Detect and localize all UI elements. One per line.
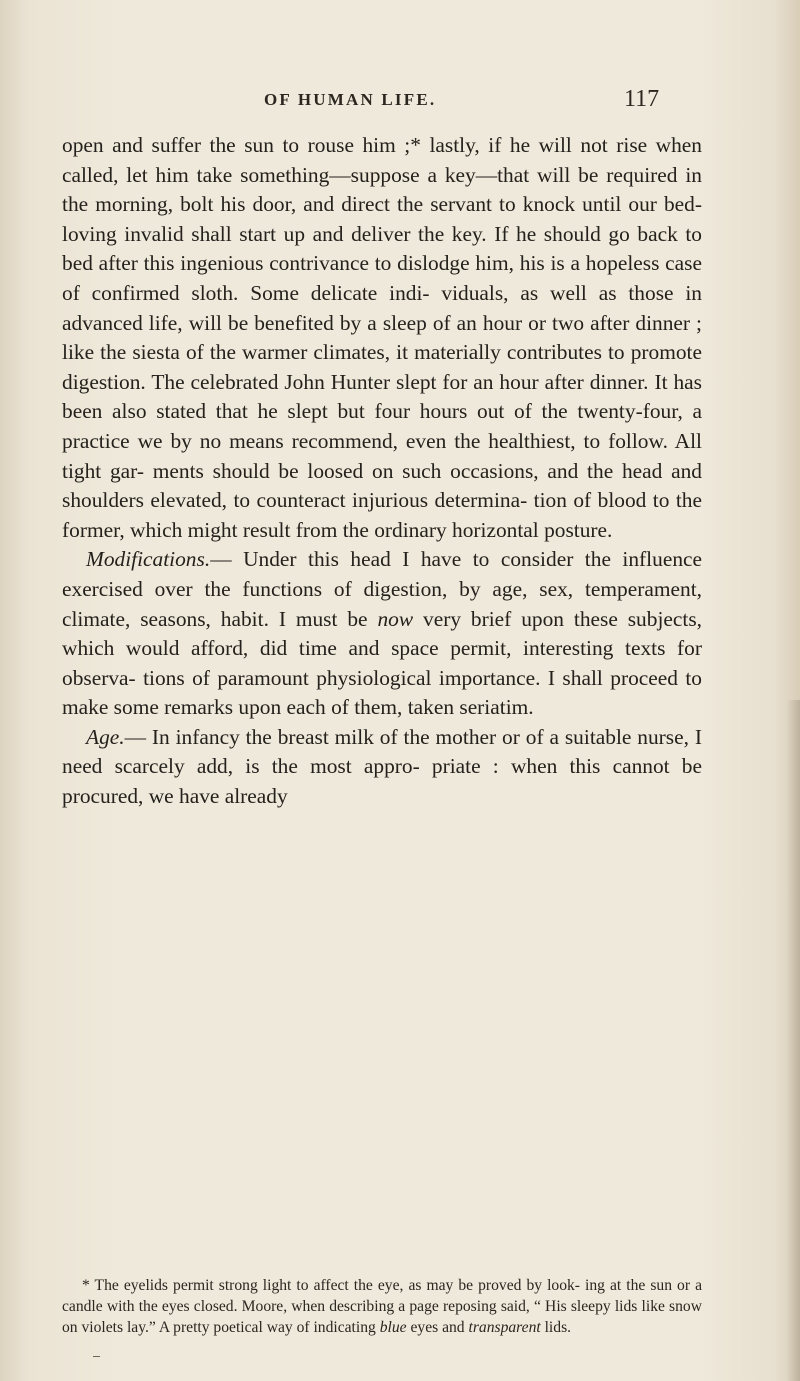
footnote-text-c: lids. — [540, 1319, 572, 1337]
page-header — [0, 86, 800, 116]
section-heading-modifications: Modifications. — [86, 547, 211, 572]
paragraph-age — [62, 723, 702, 812]
section-heading-age: Age. — [86, 724, 125, 749]
footnote-text-b: eyes and — [406, 1319, 469, 1337]
page-number: 117 — [624, 86, 660, 112]
paragraph-modifications — [62, 545, 702, 723]
footnote — [62, 1275, 702, 1339]
emphasis-blue: blue — [379, 1319, 407, 1337]
paragraph-1: open and suffer the sun to rouse him ;* lastly, if he will not rise when called, let him take something—suppose a key—that will be required in the morning, bolt his door, and direct the servant to knock until our bed-loving invalid shall start up and deliver the key. If he should go back to bed after this ingenious contrivance to dislodge him, his is a hopeless case of confirmed sloth. Some delicate indi- viduals, as well as those in advanced life, will be benefited by a sleep of an hour or two after dinner ; like the siesta of the warmer climates, it materially contributes to promote digestion. The celebrated John Hunter slept for an hour after dinner. It has been also stated that he slept but four hours out of the twenty-four, a practice we by no means recommend, even the healthiest, to follow. All tight gar- ments should be loosed on such occasions, and the head and shoulders elevated, to counteract injurious determina- tion of blood to the former, which might result from the ordinary horizontal posture. — [62, 133, 702, 542]
printer-mark — [93, 1356, 100, 1357]
emphasis-now: now — [377, 606, 414, 631]
paragraph-modifications-text-b: very brief upon these subjects, which would afford, did time and space permit, interesting texts for observa- tions of paramount physiological importance. I shall proceed to make some remarks upon each of them, taken seriatim. — [62, 606, 702, 720]
paragraph-modifications-text-a: — Under this head I have to consider the influence exercised over the functions of digestion, by age, sex, temperament, climate, seasons, habit. I must be — [62, 547, 702, 631]
footnote-text — [62, 1275, 702, 1339]
emphasis-transparent: transparent — [468, 1319, 541, 1337]
footnote-text-a: * The eyelids permit strong light to affect the eye, as may be proved by look- ing at the sun or a candle with the eyes closed. Moore, when describing a page reposing said, “ His sleepy lids like snow on violets lay.” A pretty poetical way of indicating — [62, 1277, 702, 1337]
running-head: OF HUMAN LIFE. — [264, 90, 437, 109]
body-text — [62, 131, 702, 812]
page-edge-shadow — [786, 700, 800, 1381]
paragraph-age-text: — In infancy the breast milk of the mother or of a suitable nurse, I need scarcely add, is the most appro- priate : when this cannot be procured, we have already — [62, 724, 702, 809]
